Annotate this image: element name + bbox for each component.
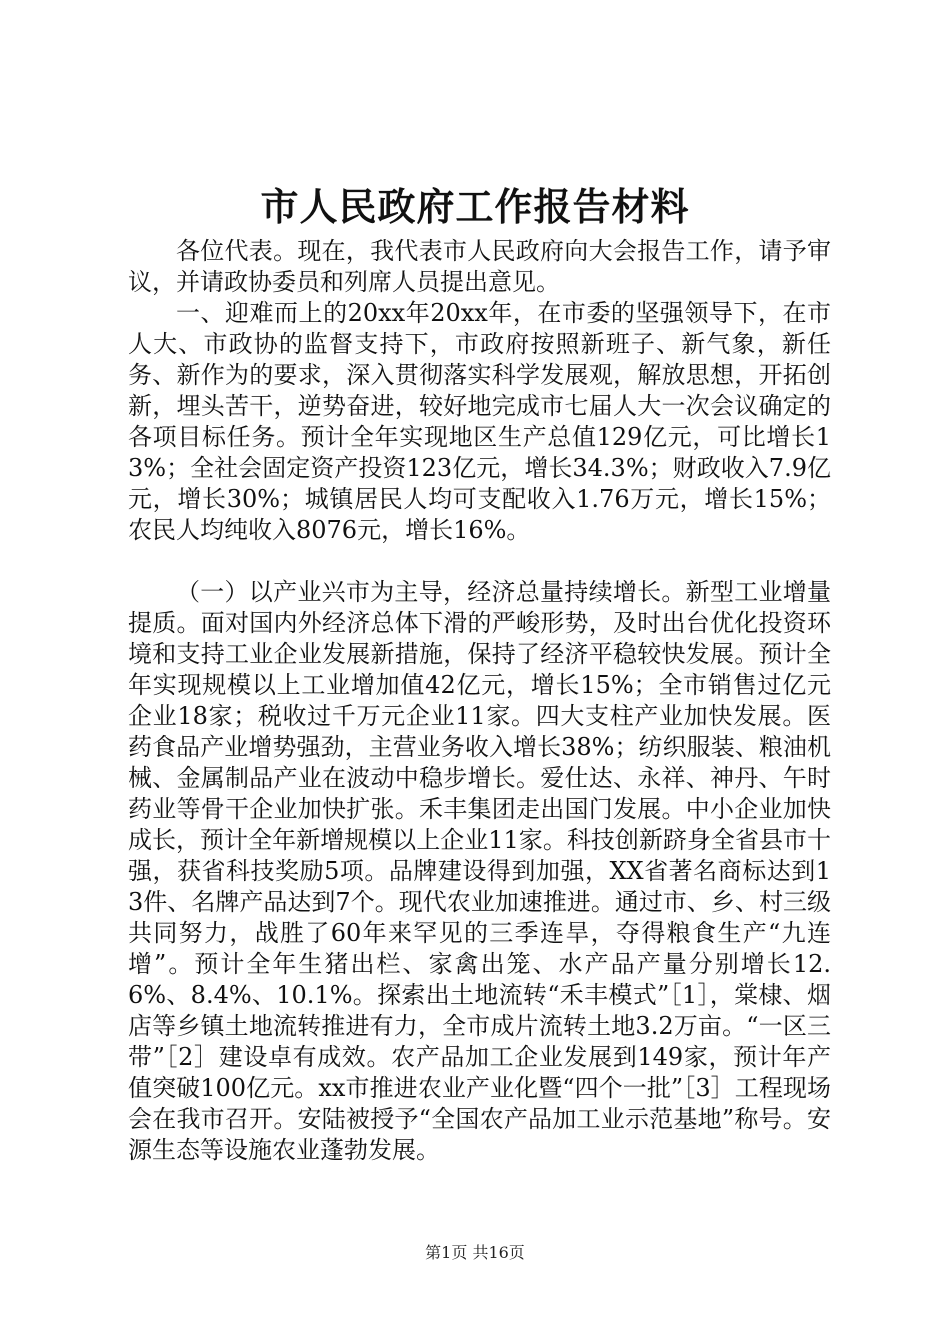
paragraph-section-one: 一、迎难而上的20xx年20xx年，在市委的坚强领导下，在市人大、市政协的监督支持下，市政府按照新班子、新气象，新任务、新作为的要求，深入贯彻落实科学发展观，解放思想，开拓创新，埋头苦干，逆势奋进，较好地完成市七届人大一次会议确定的各项目标任务。预计全年实现地区生产总值129亿元，可比增长13%；全社会固定资产投资123亿元，增长34.3%；财政收入7.9亿元，增长30%；城镇居民人均可支配收入1.76万元，增长15%；农民人均纯收入8076元，增长16%。	[128, 299, 831, 544]
document-title: 市人民政府工作报告材料	[260, 184, 690, 229]
paragraph-greeting: 各位代表。现在，我代表市人民政府向大会报告工作，请予审议，并请政协委员和列席人员提出意见。	[128, 237, 831, 296]
paragraph-spacer	[128, 546, 831, 577]
document-body	[128, 236, 831, 1166]
paragraph-subsection-one: （一）以产业兴市为主导，经济总量持续增长。新型工业增量提质。面对国内外经济总体下滑的严峻形势，及时出台优化投资环境和支持工业企业发展新措施，保持了经济平稳较快发展。预计全年实现规模以上工业增加值42亿元，增长15%；全市销售过亿元企业18家；税收过千万元企业11家。四大支柱产业加快发展。医药食品产业增势强劲，主营业务收入增长38%；纺织服装、粮油机械、金属制品产业在波动中稳步增长。爱仕达、永祥、神丹、午时药业等骨干企业加快扩张。禾丰集团走出国门发展。中小企业加快成长，预计全年新增规模以上企业11家。科技创新跻身全省县市十强，获省科技奖励5项。品牌建设得到加强，XX省著名商标达到13件、名牌产品达到7个。现代农业加速推进。通过市、乡、村三级共同努力，战胜了60年来罕见的三季连旱，夺得粮食生产“九连增”。预计全年生猪出栏、家禽出笼、水产品产量分别增长12.6%、8.4%、10.1%。探索出土地流转“禾丰模式”［1］，棠棣、烟店等乡镇土地流转推进有力，全市成片流转土地3.2万亩。“一区三带”［2］建设卓有成效。农产品加工企业发展到149家，预计年产值突破100亿元。xx市推进农业产业化暨“四个一批”［3］工程现场会在我市召开。安陆被授予“全国农产品加工业示范基地”称号。安源生态等设施农业蓬勃发展。	[128, 578, 831, 1164]
page-footer: 第1页 共16页	[425, 1243, 525, 1262]
